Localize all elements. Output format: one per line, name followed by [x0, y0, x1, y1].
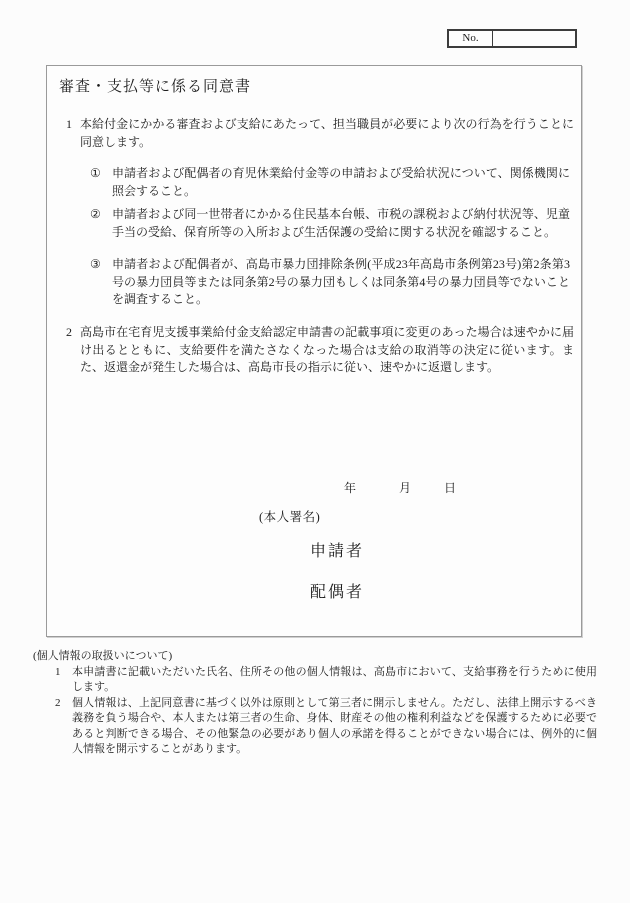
signature-section-label: (本人署名) [259, 510, 321, 524]
privacy-item-2-text: 個人情報は、上記同意書に基づく以外は原則として第三者に開示しません。ただし、法律上開示するべき義務を負う場合や、本人または第三者の生命、身体、財産その他の権利利益などを保護するために必要であると判断できる場合、その他緊急の必要があり個人の承諾を得ることができない場合には、例外的に個人情報を開示することがあります。 [72, 696, 597, 755]
clause-2-number: 2 [66, 325, 72, 339]
privacy-notice [0, 649, 630, 758]
form-title: 審査・支払等に係る同意書 [59, 79, 252, 95]
consent-form-box [46, 65, 582, 637]
subitem-3-text: 申請者および配偶者が、高島市暴力団排除条例(平成23年高島市条例第23号)第2条第3号の暴力団員等または同条第2号の暴力団もしくは同条第4号の暴力団員等でないことを調査すること。 [112, 257, 570, 306]
spouse-signature-label: 配偶者 [310, 584, 365, 601]
document-number-box [447, 29, 577, 48]
clause-1-number: 1 [66, 117, 72, 131]
subitem-1-number: ① [90, 166, 101, 180]
document-number-label: No. [449, 31, 493, 46]
subitem-3-number: ③ [90, 257, 101, 271]
privacy-item-2 [55, 696, 597, 758]
applicant-signature-label: 申請者 [310, 543, 365, 560]
privacy-heading: (個人情報の取扱いについて) [33, 650, 173, 662]
date-month-label: 月 [399, 481, 412, 495]
privacy-item-1-text: 本申請書に記載いただいた氏名、住所その他の個人情報は、高島市において、支給事務を行うために使用します。 [72, 665, 597, 693]
clause-2-text: 高島市在宅育児支援事業給付金支給認定申請書の記載事項に変更のあった場合は速やかに届け出るとともに、支給要件を満たさなくなった場合は支給の取消等の決定に従います。また、返還金が発生した場合は、高島市長の指示に従い、速やかに返還します。 [80, 325, 574, 374]
subitem-2-text: 申請者および同一世帯者にかかる住民基本台帳、市税の課税および納付状況等、児童手当の受給、保育所等の入所および生活保護の受給に関する状況を確認すること。 [112, 207, 570, 239]
date-year-label: 年 [344, 481, 357, 495]
privacy-item-2-number: 2 [55, 696, 61, 709]
clause-1-text: 本給付金にかかる審査および支給にあたって、担当職員が必要により次の行為を行うことに同意します。 [80, 117, 574, 149]
subitem-2-number: ② [90, 207, 101, 221]
clause-1-subitem-2 [90, 206, 570, 241]
privacy-item-1-number: 1 [55, 665, 61, 678]
clause-1-subitem-1 [90, 165, 570, 200]
date-day-label: 日 [444, 481, 457, 495]
subitem-1-text: 申請者および配偶者の育児休業給付金等の申請および受給状況について、関係機関に照会すること。 [112, 166, 570, 198]
privacy-item-1 [55, 665, 597, 696]
clause-1 [66, 116, 574, 151]
document-number-field[interactable] [493, 31, 575, 46]
clause-2 [66, 324, 574, 377]
clause-1-subitem-3 [90, 256, 570, 309]
date-line [47, 479, 583, 496]
